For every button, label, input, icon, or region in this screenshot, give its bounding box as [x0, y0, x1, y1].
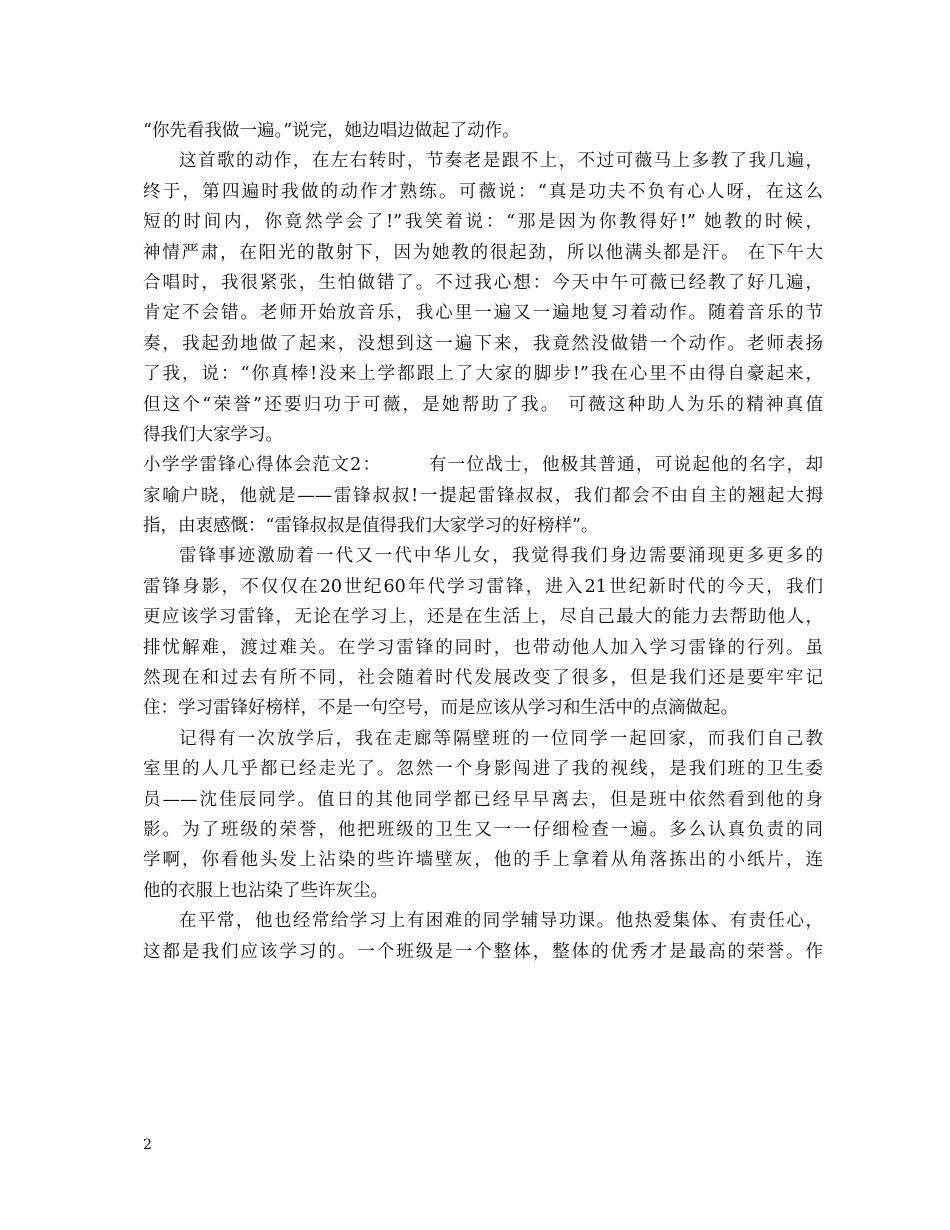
text-line: 肯定不会错。老师开始放音乐，我心里一遍又一遍地复习着动作。随着音乐的节: [143, 303, 823, 324]
body-text: [143, 116, 823, 967]
text-line: 在平常，他也经常给学习上有困难的同学辅导功课。他热爱集体、有责任心，: [179, 911, 823, 932]
text-line: 这首歌的动作，在左右转时，节奏老是跟不上，不过可薇马上多教了我几遍，: [179, 151, 823, 172]
text-line: 雷锋身影，不仅仅在20世纪60年代学习雷锋，进入21世纪新时代的今天，我们: [143, 576, 823, 597]
text-line: 影。为了班级的荣誉，他把班级的卫生又一一仔细检查一遍。多么认真负责的同: [143, 819, 823, 840]
text-line: 短的时间内，你竟然学会了!”我笑着说：“那是因为你教得好!” 她教的时候，: [143, 212, 823, 233]
page-number: 2: [143, 1137, 152, 1153]
text-line: 住：学习雷锋好榜样，不是一句空号，而是应该从学习和生活中的点滴做起。: [143, 698, 738, 719]
text-line: 室里的人几乎都已经走光了。忽然一个身影闯进了我的视线，是我们班的卫生委: [143, 759, 823, 780]
text-line: 记得有一次放学后，我在走廊等隔壁班的一位同学一起回家，而我们自己教: [179, 728, 823, 749]
text-line: 了我，说：“你真棒!没来上学都跟上了大家的脚步!”我在心里不由得自豪起来，: [143, 364, 823, 385]
text-line: 家喻户晓，他就是——雷锋叔叔!一提起雷锋叔叔，我们都会不由自主的翘起大拇: [143, 485, 823, 506]
text-line: 奏，我起劲地做了起来，没想到这一遍下来，我竟然没做错一个动作。老师表扬: [143, 333, 823, 354]
text-line: 终于，第四遍时我做的动作才熟练。可薇说：“真是功夫不负有心人呀，在这么: [143, 181, 823, 202]
text-line: 这都是我们应该学习的。一个班级是一个整体，整体的优秀才是最高的荣誉。作: [143, 941, 823, 962]
text-line: 排忧解难，渡过难关。在学习雷锋的同时，也带动他人加入学习雷锋的行列。虽: [143, 637, 823, 658]
text-line: 更应该学习雷锋，无论在学习上，还是在生活上，尽自己最大的能力去帮助他人，: [143, 607, 823, 628]
section-heading-line: [143, 450, 823, 480]
text-line: 合唱时，我很紧张，生怕做错了。不过我心想：今天中午可薇已经教了好几遍，: [143, 272, 823, 293]
text-line: 员——沈佳辰同学。值日的其他同学都已经早早离去，但是班中依然看到他的身: [143, 789, 823, 810]
text-line: 但这个“荣誉”还要归功于可薇，是她帮助了我。 可薇这种助人为乐的精神真值: [143, 394, 823, 415]
text-line: “你先看我做一遍。”说完，她边唱边做起了动作。: [143, 121, 520, 141]
text-line: 学啊，你看他头发上沾染的些许墙壁灰，他的手上拿着从角落拣出的小纸片，连: [143, 850, 823, 871]
section-heading: 小学学雷锋心得体会范文2：: [143, 455, 382, 476]
text-line: 指，由衷感慨：“雷锋叔叔是值得我们大家学习的好榜样”。: [143, 516, 599, 537]
text-line: 雷锋事迹激励着一代又一代中华儿女，我觉得我们身边需要涌现更多更多的: [179, 546, 823, 567]
text-line: 然现在和过去有所不同，社会随着时代发展改变了很多，但是我们还是要牢牢记: [143, 668, 823, 689]
text-fragment: 有一位战士，他极其普通，可说起他的名字，却: [427, 455, 823, 476]
text-line: 他的衣服上也沾染了些许灰尘。: [143, 880, 388, 901]
text-line: 神情严肃，在阳光的散射下，因为她教的很起劲，所以他满头都是汗。 在下午大: [143, 242, 823, 263]
text-line: 得我们大家学习。: [143, 424, 283, 445]
